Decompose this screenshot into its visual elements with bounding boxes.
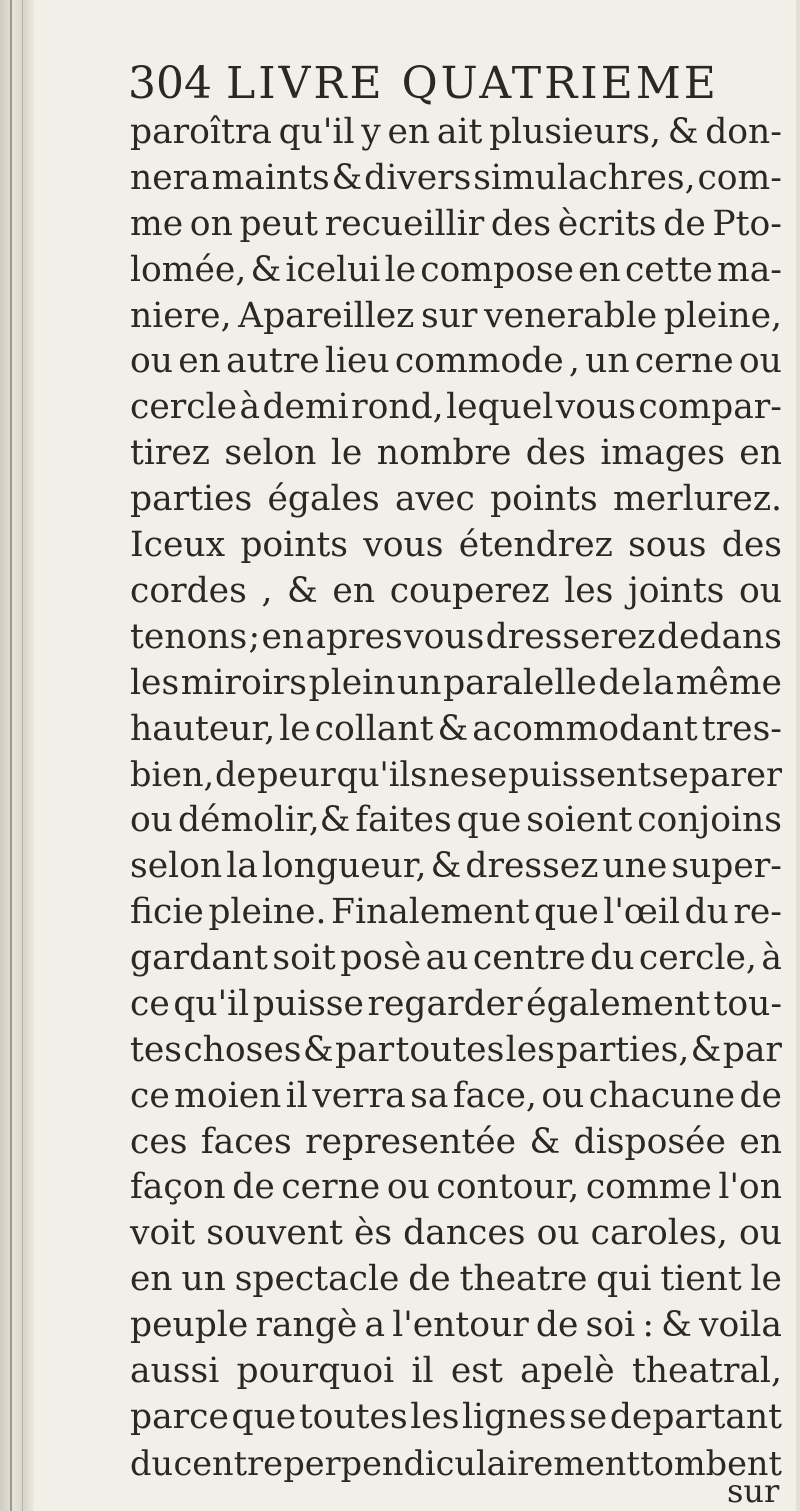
text-line: bien, de peur qu'ils ne se puissent separer (130, 755, 782, 795)
text-line: gardant soit posè au centre du cercle, à (130, 938, 782, 979)
text-line: façon de cerne ou contour, comme l'on (130, 1167, 782, 1208)
binding-edge (10, 0, 12, 1511)
text-line: paroîtra qu'il y en ait plusieurs, & don- (130, 112, 782, 152)
text-line: ces faces representée & disposée en (130, 1121, 782, 1162)
text-line: cercle à demi rond, lequel vous compar- (130, 387, 782, 428)
book-page (118, 58, 788, 1487)
text-line: ficie pleine. Finalement que l'œil du re- (130, 892, 782, 933)
running-header (128, 58, 788, 110)
binding-edge-inner (22, 0, 23, 1511)
text-line: tirez selon le nombre des images en (130, 433, 782, 474)
text-line: parties égales avec points merlurez. (130, 479, 782, 520)
text-line: hauteur, le collant & acommodant tres- (130, 708, 782, 749)
text-line: cordes , & en couperez les joints ou (130, 570, 782, 611)
text-line: tes choses & par toutes les parties, & par (130, 1029, 782, 1070)
binding-gutter (0, 0, 34, 1511)
text-line: les miroirs plein un paralelle de la même (130, 662, 782, 703)
text-line: me on peut recueillir des ècrits de Pto- (130, 203, 782, 244)
text-line: Iceux points vous étendrez sous des (130, 525, 782, 566)
text-line: tenons ; en apres vous dresserez dedans (130, 616, 782, 657)
text-line: ce qu'il puisse regarder également tou- (130, 983, 782, 1024)
text-line: aussi pourquoi il est apelè theatral, (130, 1351, 782, 1392)
text-line: voit souvent ès dances ou caroles, ou (130, 1213, 782, 1254)
text-line: selon la longueur, & dressez une super- (130, 846, 782, 887)
text-line: en un spectacle de theatre qui tient le (130, 1259, 782, 1300)
body-text (118, 110, 788, 1487)
text-line: ou en autre lieu commode , un cerne ou (130, 341, 782, 382)
text-line: peuple rangè a l'entour de soi : & voila (130, 1305, 782, 1346)
page-edge (796, 0, 800, 1511)
catchword: sur (727, 1472, 780, 1510)
text-line: nera maints & divers simulachres, com- (130, 157, 782, 198)
text-line: ou démolir,& faites que soient conjoins (130, 800, 782, 841)
text-line: ce moien il verra sa face, ou chacune de (130, 1075, 782, 1116)
running-title: LIVRE QUATRIEME (225, 58, 719, 109)
text-line: du centre perpendiculairement tombent (130, 1443, 782, 1483)
page-number: 304 (128, 58, 212, 109)
text-line: parce que toutes les lignes se departant (130, 1396, 782, 1437)
text-line: lomée, & icelui le compose en cette ma- (130, 249, 782, 290)
text-line: niere, Apareillez sur venerable pleine, (130, 295, 782, 336)
